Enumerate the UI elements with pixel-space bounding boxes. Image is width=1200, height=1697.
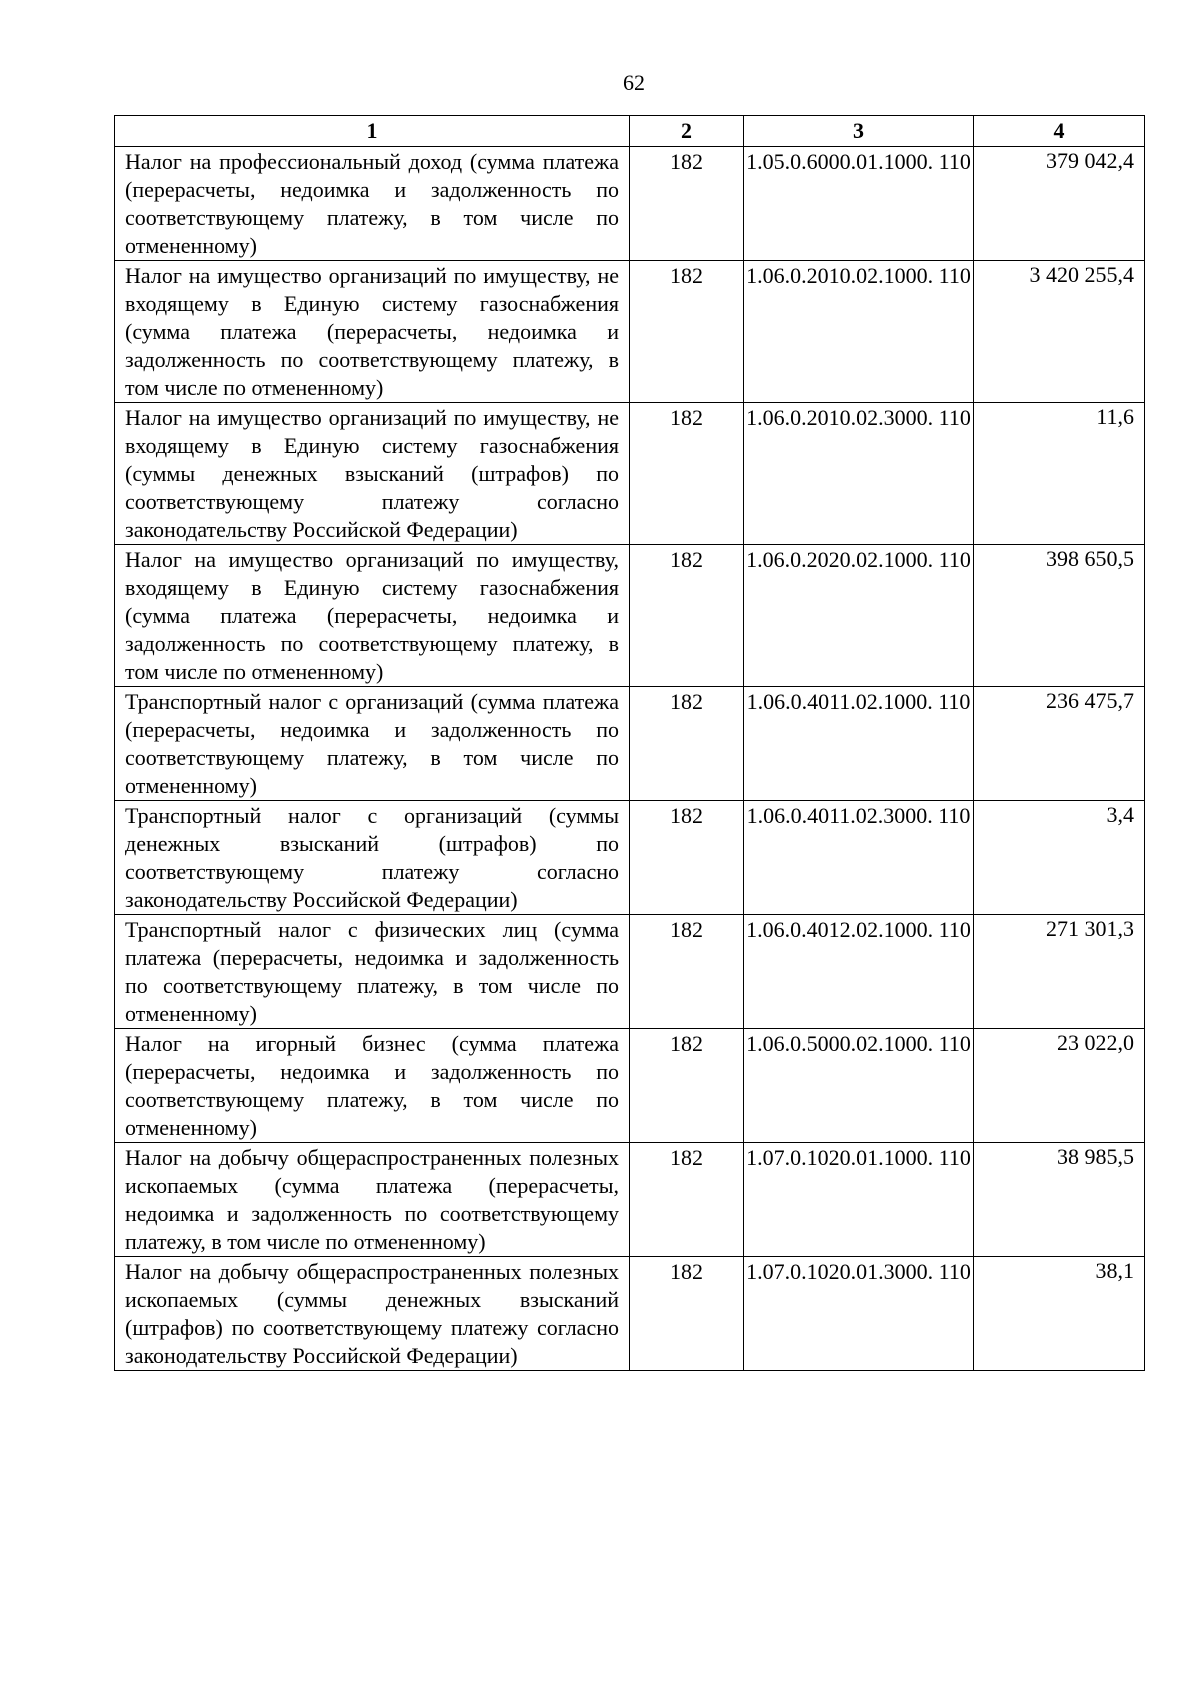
revenue-name-cell: Налог на имущество организаций по имуществу, не входящему в Единую систему газоснабжения (суммы денежных взысканий (штрафов) по соответствующему платежу согласно законодательству Российской Федерации)	[115, 403, 630, 545]
admin-code-cell: 182	[630, 403, 744, 545]
table-row	[115, 147, 1145, 261]
admin-code-cell: 182	[630, 147, 744, 261]
revenue-table	[114, 115, 1145, 1371]
amount-cell: 236 475,7	[974, 687, 1145, 801]
revenue-name-cell: Налог на игорный бизнес (сумма платежа (перерасчеты, недоимка и задолженность по соответствующему платежу, в том числе по отмененному)	[115, 1029, 630, 1143]
amount-cell: 3,4	[974, 801, 1145, 915]
admin-code-cell: 182	[630, 1029, 744, 1143]
classification-code-cell: 1.06.0.4012.02.1000. 110	[744, 915, 974, 1029]
amount-cell: 11,6	[974, 403, 1145, 545]
table-row	[115, 403, 1145, 545]
table-row	[115, 1257, 1145, 1371]
table-row	[115, 261, 1145, 403]
amount-cell: 23 022,0	[974, 1029, 1145, 1143]
column-header-4: 4	[974, 116, 1145, 147]
table-row	[115, 915, 1145, 1029]
amount-cell: 379 042,4	[974, 147, 1145, 261]
amount-cell: 38,1	[974, 1257, 1145, 1371]
classification-code-cell: 1.06.0.2010.02.3000. 110	[744, 403, 974, 545]
revenue-name-cell: Налог на имущество организаций по имуществу, не входящему в Единую систему газоснабжения (сумма платежа (перерасчеты, недоимка и задолженность по соответствующему платежу, в том числе по отмененному)	[115, 261, 630, 403]
revenue-name-cell: Налог на добычу общераспространенных полезных ископаемых (сумма платежа (перерасчеты, недоимка и задолженность по соответствующему платежу, в том числе по отмененному)	[115, 1143, 630, 1257]
table-row	[115, 801, 1145, 915]
admin-code-cell: 182	[630, 687, 744, 801]
admin-code-cell: 182	[630, 545, 744, 687]
table-row	[115, 1143, 1145, 1257]
revenue-name-cell: Налог на профессиональный доход (сумма платежа (перерасчеты, недоимка и задолженность по соответствующему платежу, в том числе по отмененному)	[115, 147, 630, 261]
revenue-name-cell: Транспортный налог с организаций (суммы денежных взысканий (штрафов) по соответствующему платежу согласно законодательству Российской Федерации)	[115, 801, 630, 915]
revenue-name-cell: Транспортный налог с физических лиц (сумма платежа (перерасчеты, недоимка и задолженность по соответствующему платежу, в том числе по отмененному)	[115, 915, 630, 1029]
classification-code-cell: 1.06.0.5000.02.1000. 110	[744, 1029, 974, 1143]
classification-code-cell: 1.06.0.4011.02.1000. 110	[744, 687, 974, 801]
classification-code-cell: 1.05.0.6000.01.1000. 110	[744, 147, 974, 261]
column-header-2: 2	[630, 116, 744, 147]
classification-code-cell: 1.07.0.1020.01.3000. 110	[744, 1257, 974, 1371]
amount-cell: 271 301,3	[974, 915, 1145, 1029]
admin-code-cell: 182	[630, 1143, 744, 1257]
revenue-name-cell: Налог на добычу общераспространенных полезных ископаемых (суммы денежных взысканий (штрафов) по соответствующему платежу согласно законодательству Российской Федерации)	[115, 1257, 630, 1371]
table-row	[115, 545, 1145, 687]
revenue-name-cell: Налог на имущество организаций по имуществу, входящему в Единую систему газоснабжения (сумма платежа (перерасчеты, недоимка и задолженность по соответствующему платежу, в том числе по отмененному)	[115, 545, 630, 687]
table-row	[115, 1029, 1145, 1143]
classification-code-cell: 1.07.0.1020.01.1000. 110	[744, 1143, 974, 1257]
admin-code-cell: 182	[630, 261, 744, 403]
admin-code-cell: 182	[630, 801, 744, 915]
amount-cell: 398 650,5	[974, 545, 1145, 687]
column-header-1: 1	[115, 116, 630, 147]
page-number: 62	[623, 70, 645, 95]
revenue-name-cell: Транспортный налог с организаций (сумма платежа (перерасчеты, недоимка и задолженность по соответствующему платежу, в том числе по отмененному)	[115, 687, 630, 801]
column-header-3: 3	[744, 116, 974, 147]
admin-code-cell: 182	[630, 915, 744, 1029]
classification-code-cell: 1.06.0.4011.02.3000. 110	[744, 801, 974, 915]
admin-code-cell: 182	[630, 1257, 744, 1371]
classification-code-cell: 1.06.0.2010.02.1000. 110	[744, 261, 974, 403]
table-row	[115, 687, 1145, 801]
amount-cell: 3 420 255,4	[974, 261, 1145, 403]
header-row	[115, 116, 1145, 147]
classification-code-cell: 1.06.0.2020.02.1000. 110	[744, 545, 974, 687]
amount-cell: 38 985,5	[974, 1143, 1145, 1257]
